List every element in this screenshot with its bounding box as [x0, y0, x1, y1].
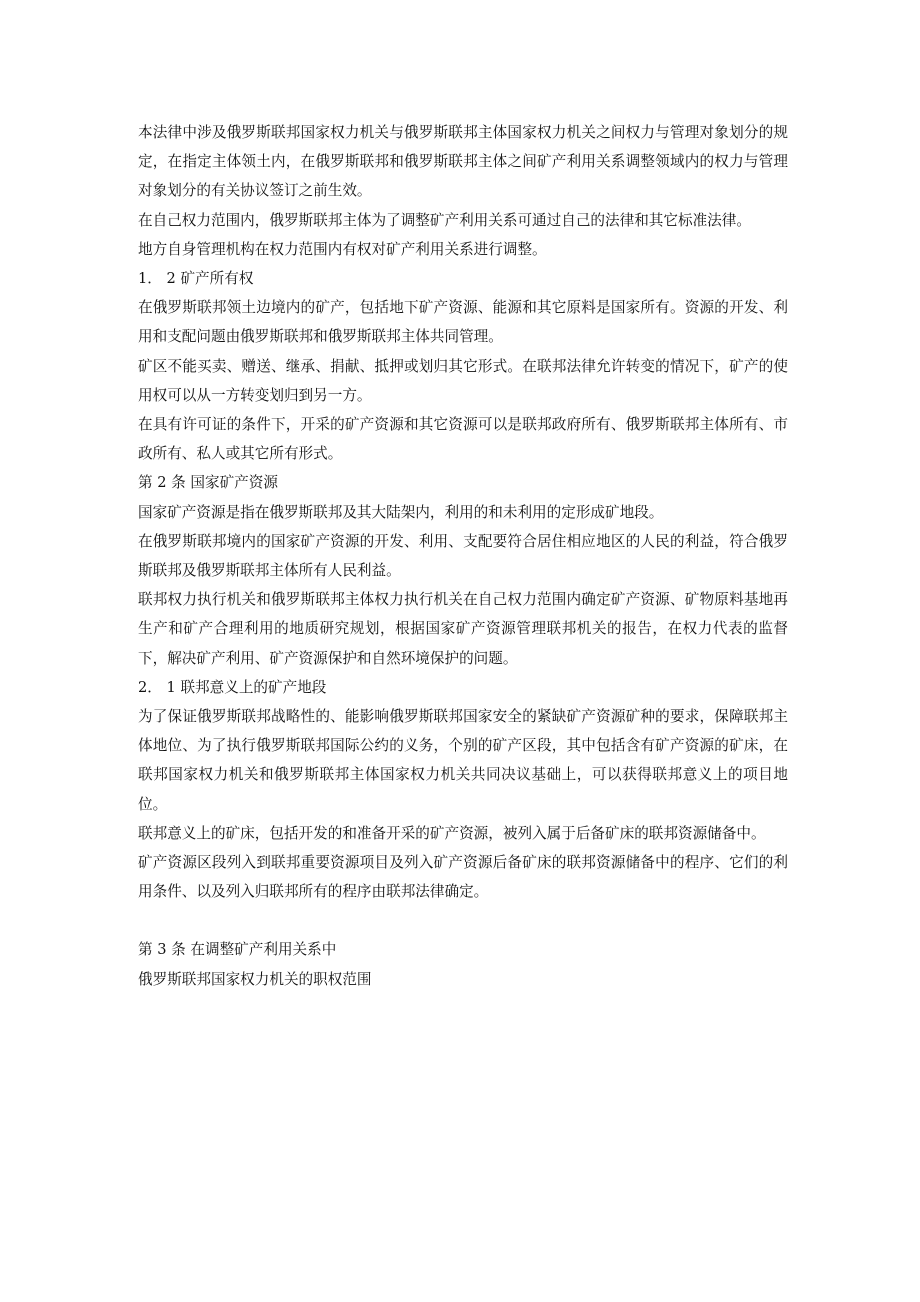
paragraph: 在自己权力范围内，俄罗斯联邦主体为了调整矿产利用关系可通过自己的法律和其它标准法律。	[138, 211, 751, 229]
blank-line	[138, 906, 788, 935]
article-heading: 第 2 条 国家矿产资源	[138, 474, 278, 492]
paragraph: 国家矿产资源是指在俄罗斯联邦及其大陆架内，利用的和未利用的定形成矿地段。	[138, 503, 664, 521]
article-subheading: 俄罗斯联邦国家权力机关的职权范围	[138, 970, 372, 988]
section-heading: 1． 2 矿产所有权	[138, 270, 254, 288]
paragraph: 本法律中涉及俄罗斯联邦国家权力机关与俄罗斯联邦主体国家权力机关之间权力与管理对象划分的规定，在指定主体领土内，在俄罗斯联邦和俄罗斯联邦主体之间矿产利用关系调整领域内的权力与管理对象划分的有关协议签订之前生效。	[138, 124, 788, 200]
section-heading: 2． 1 联邦意义上的矿产地段	[138, 678, 327, 696]
document-body	[138, 118, 788, 994]
paragraph: 联邦意义上的矿床，包括开发的和准备开采的矿产资源，被列入属于后备矿床的联邦资源储备中。	[138, 824, 766, 842]
paragraph: 矿区不能买卖、赠送、继承、捐献、抵押或划归其它形式。在联邦法律允许转变的情况下，矿产的使用权可以从一方转变划归到另一方。	[138, 357, 788, 404]
paragraph: 联邦权力执行机关和俄罗斯联邦主体权力执行机关在自己权力范围内确定矿产资源、矿物原料基地再生产和矿产合理利用的地质研究规划，根据国家矿产资源管理联邦机关的报告，在权力代表的监督下，解决矿产利用、矿产资源保护和自然环境保护的问题。	[138, 591, 788, 667]
paragraph: 矿产资源区段列入到联邦重要资源项目及列入矿产资源后备矿床的联邦资源储备中的程序、它们的利用条件、以及列入归联邦所有的程序由联邦法律确定。	[138, 854, 788, 901]
paragraph: 地方自身管理机构在权力范围内有权对矿产利用关系进行调整。	[138, 240, 547, 258]
paragraph: 在具有许可证的条件下，开采的矿产资源和其它资源可以是联邦政府所有、俄罗斯联邦主体所有、市政所有、私人或其它所有形式。	[138, 416, 788, 463]
paragraph: 在俄罗斯联邦领土边境内的矿产，包括地下矿产资源、能源和其它原料是国家所有。资源的开发、利用和支配问题由俄罗斯联邦和俄罗斯联邦主体共同管理。	[138, 299, 788, 346]
article-heading: 第 3 条 在调整矿产利用关系中	[138, 941, 337, 959]
paragraph: 为了保证俄罗斯联邦战略性的、能影响俄罗斯联邦国家安全的紧缺矿产资源矿种的要求，保障联邦主体地位、为了执行俄罗斯联邦国际公约的义务，个别的矿产区段，其中包括含有矿产资源的矿床，在联邦国家权力机关和俄罗斯联邦主体国家权力机关共同决议基础上，可以获得联邦意义上的项目地位。	[138, 708, 788, 813]
paragraph: 在俄罗斯联邦境内的国家矿产资源的开发、利用、支配要符合居住相应地区的人民的利益，符合俄罗斯联邦及俄罗斯联邦主体所有人民利益。	[138, 532, 788, 580]
